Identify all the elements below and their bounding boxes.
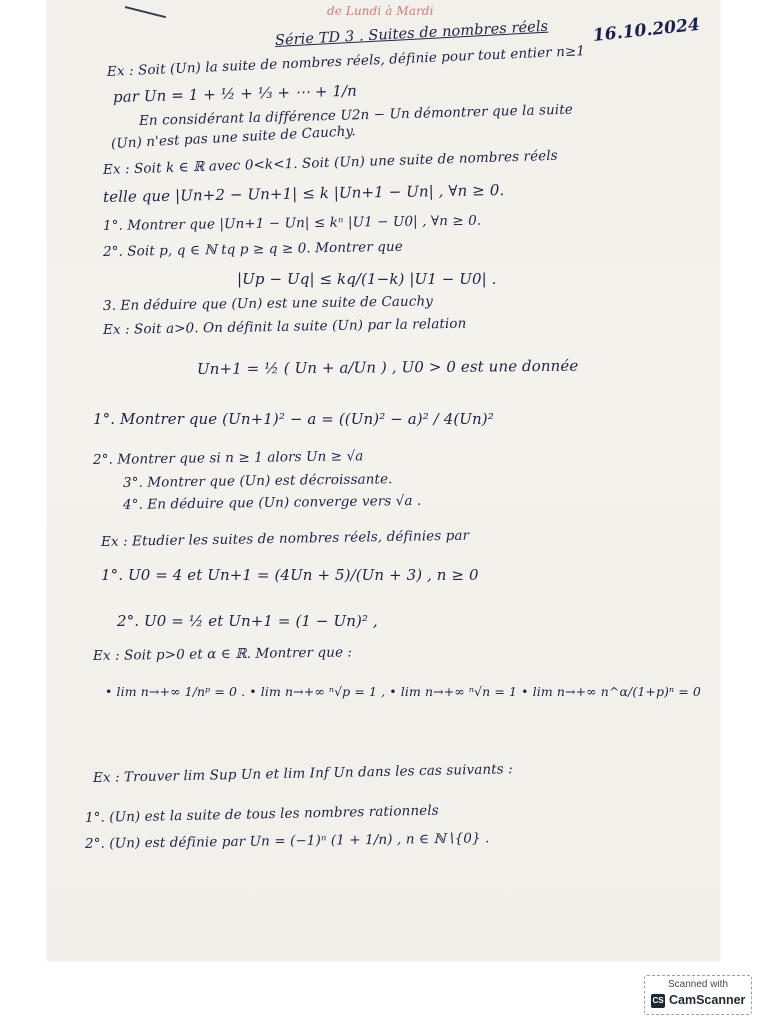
exercise-1-line-4: (Un) n'est pas une suite de Cauchy. (110, 123, 357, 152)
exercise-6-line-1: Ex : Trouver lim Sup Un et lim Inf Un dans les cas suivants : (92, 761, 513, 786)
camscanner-logo-icon: CS (651, 994, 665, 1008)
exercise-1-line-2: par Un = 1 + ½ + ⅓ + ⋯ + 1/n (112, 81, 358, 106)
exercise-6-q2: 2°. (Un) est définie par Un = (−1)ⁿ (1 + 1/n) , n ∈ ℕ∖{0} . (84, 830, 490, 852)
exercise-3-line-1: Ex : Soit a>0. On définit la suite (Un) par la relation (102, 315, 467, 338)
exercise-2-q1: 1°. Montrer que |Un+1 − Un| ≤ kⁿ |U1 − U0| , ∀n ≥ 0. (102, 212, 482, 234)
exercise-4-q2: 2°. U0 = ½ et Un+1 = (1 − Un)² , (117, 612, 378, 630)
exercise-2-q2-inequality: |Up − Uq| ≤ kq/(1−k) |U1 − U0| . (237, 270, 497, 288)
exercise-2-line-2: telle que |Un+2 − Un+1| ≤ k |Un+1 − Un| , ∀n ≥ 0. (102, 180, 505, 206)
exercise-3-recurrence: Un+1 = ½ ( Un + a/Un ) , U0 > 0 est une donnée (196, 356, 579, 378)
badge-brand-text: CamScanner (669, 993, 746, 1007)
exercise-4-line-1: Ex : Etudier les suites de nombres réels, définies par (100, 527, 470, 550)
exercise-1-line-3: En considérant la différence U2n − Un démontrer que la suite (138, 101, 574, 129)
exercise-3-q1: 1°. Montrer que (Un+1)² − a = ((Un)² − a)² / 4(Un)² (93, 410, 494, 428)
exercise-6-q1: 1°. (Un) est la suite de tous les nombres rationnels (84, 802, 439, 826)
badge-scanned-with-text: Scanned with (667, 979, 729, 990)
sheet-date: 16.10.2024 (591, 14, 701, 46)
scanned-paper-page (47, 0, 720, 961)
exercise-4-q1: 1°. U0 = 4 et Un+1 = (4Un + 5)/(Un + 3) , n ≥ 0 (101, 566, 479, 584)
exercise-2-q2: 2°. Soit p, q ∈ ℕ tq p ≥ q ≥ 0. Montrer que (102, 238, 403, 260)
exercise-3-q2: 2°. Montrer que si n ≥ 1 alors Un ≥ √a (92, 448, 364, 468)
red-handwritten-note: de Lundi à Mardi (327, 4, 434, 18)
exercise-1-line-1: Ex : Soit (Un) la suite de nombres réels, définie pour tout entier n≥1 (106, 43, 586, 80)
exercise-3-q3: 3°. Montrer que (Un) est décroissante. (122, 471, 393, 491)
camscanner-badge (644, 975, 752, 1015)
pen-stroke-mark (125, 6, 166, 18)
exercise-5-limits: • lim n→+∞ 1/nᵖ = 0 . • lim n→+∞ ⁿ√p = 1 , • lim n→+∞ ⁿ√n = 1 • lim n→+∞ n^α/(1+p)ⁿ = 0 (105, 684, 701, 699)
exercise-2-q3: 3. En déduire que (Un) est une suite de Cauchy (102, 293, 434, 314)
exercise-2-line-1: Ex : Soit k ∈ ℝ avec 0<k<1. Soit (Un) une suite de nombres réels (102, 147, 558, 178)
exercise-5-line-1: Ex : Soit p>0 et α ∈ ℝ. Montrer que : (92, 644, 353, 664)
sheet-title: Série TD 3 . Suites de nombres réels (274, 18, 549, 49)
exercise-3-q4: 4°. En déduire que (Un) converge vers √a . (122, 492, 422, 513)
